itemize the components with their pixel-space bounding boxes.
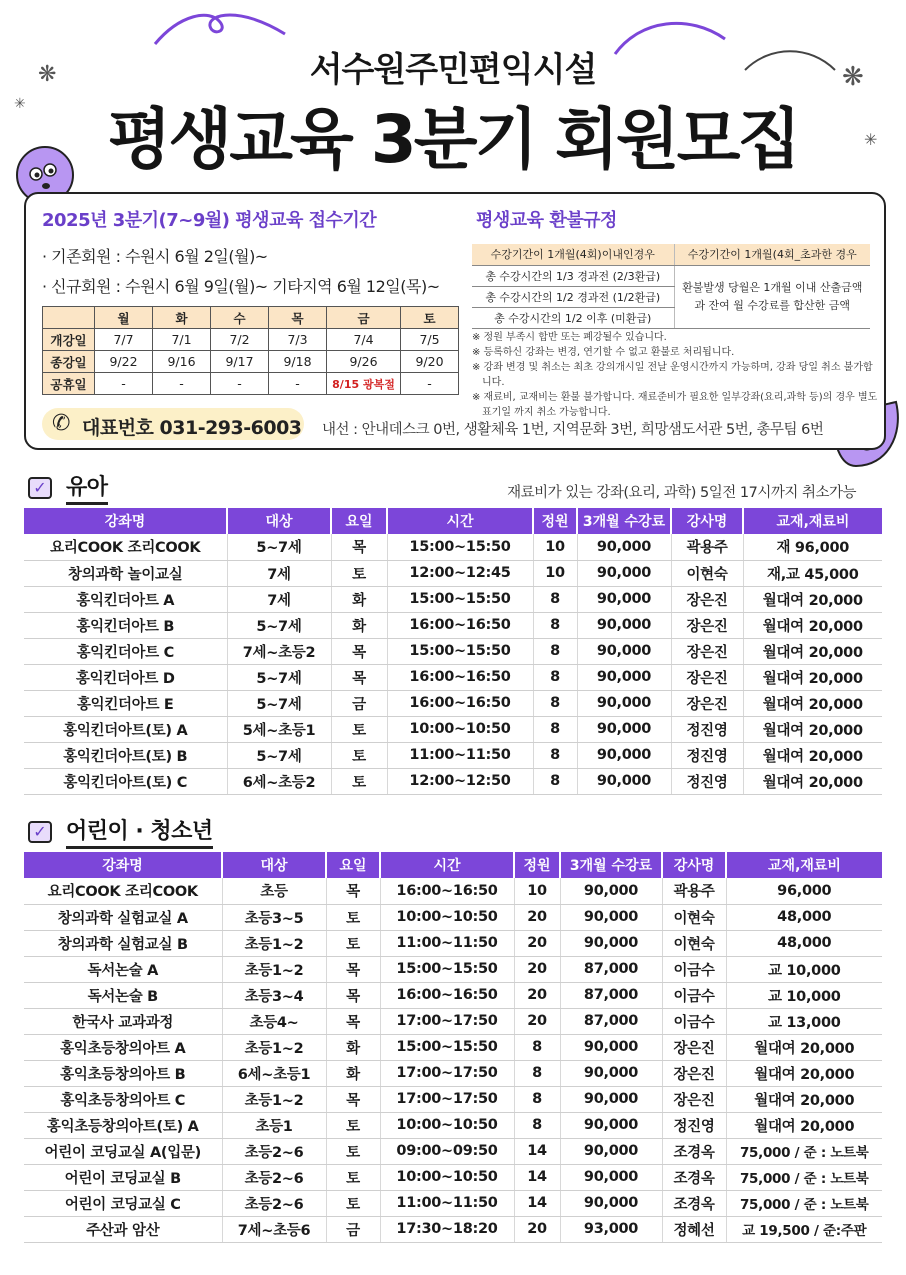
col-target: 6세~초등1 — [222, 1060, 326, 1086]
header-col-target: 대상 — [227, 508, 331, 534]
col-instructor: 장은진 — [671, 664, 743, 690]
schedule-cell: 7/3 — [269, 329, 327, 351]
col-course-name: 홍익킨더아트 A — [24, 586, 227, 612]
col-fee: 90,000 — [577, 716, 671, 742]
col-capacity: 20 — [514, 930, 560, 956]
col-materials: 48,000 — [726, 904, 882, 930]
col-day: 목 — [331, 638, 387, 664]
schedule-corner — [43, 307, 95, 329]
col-course-name: 요리COOK 조리COOK — [24, 534, 227, 560]
col-capacity: 8 — [533, 690, 577, 716]
col-time: 10:00~10:50 — [380, 904, 514, 930]
col-instructor: 장은진 — [671, 690, 743, 716]
col-capacity: 8 — [514, 1034, 560, 1060]
col-materials: 교 13,000 — [726, 1008, 882, 1034]
col-target: 5~7세 — [227, 742, 331, 768]
organization-name: 서수원주민편익시설 — [309, 50, 597, 90]
refund-rule: 총 수강시간의 1/2 이후 (미환급) — [472, 307, 674, 328]
header-col-target: 대상 — [222, 852, 326, 878]
header-col-capacity: 정원 — [514, 852, 560, 878]
col-time: 15:00~15:50 — [380, 956, 514, 982]
schedule-cell: 7/1 — [153, 329, 211, 351]
schedule-row-label: 종강일 — [43, 351, 95, 373]
col-capacity: 8 — [533, 586, 577, 612]
youth-course-table — [24, 852, 882, 1243]
schedule-day: 수 — [211, 307, 269, 329]
schedule-cell: 9/16 — [153, 351, 211, 373]
col-target: 7세~초등6 — [222, 1216, 326, 1242]
schedule-cell: 7/5 — [401, 329, 459, 351]
col-capacity: 8 — [533, 742, 577, 768]
col-materials: 월대여 20,000 — [743, 612, 882, 638]
infant-course-table — [24, 508, 882, 795]
col-course-name: 어린이 코딩교실 B — [24, 1164, 222, 1190]
col-course-name: 어린이 코딩교실 C — [24, 1190, 222, 1216]
table-row — [24, 1086, 882, 1112]
col-fee: 90,000 — [577, 742, 671, 768]
table-row — [24, 664, 882, 690]
col-time: 11:00~11:50 — [380, 930, 514, 956]
col-capacity: 10 — [514, 878, 560, 904]
table-row — [24, 768, 882, 794]
col-capacity: 20 — [514, 982, 560, 1008]
col-fee: 87,000 — [560, 956, 662, 982]
header-col-capacity: 정원 — [533, 508, 577, 534]
registration-period-title: 2025년 3분기(7~9월) 평생교육 접수기간 — [42, 210, 377, 231]
col-capacity: 20 — [514, 904, 560, 930]
col-instructor: 곽용주 — [671, 534, 743, 560]
col-instructor: 장은진 — [671, 612, 743, 638]
col-day: 화 — [326, 1034, 380, 1060]
col-day: 토 — [326, 1138, 380, 1164]
col-capacity: 8 — [514, 1086, 560, 1112]
extension-numbers: 내선 : 안내데스크 0번, 생활체육 1번, 지역문화 3번, 희망샘도서관 5번, 총무팀 6번 — [322, 422, 824, 438]
col-fee: 87,000 — [560, 982, 662, 1008]
new-member-date: · 신규회원 : 수원시 6월 9일(월)~ 기타지역 6월 12일(목)~ — [42, 277, 440, 296]
checkbox-icon: ✓ — [28, 821, 52, 843]
col-instructor: 장은진 — [662, 1034, 726, 1060]
col-day: 목 — [326, 982, 380, 1008]
col-target: 초등4~ — [222, 1008, 326, 1034]
col-instructor: 정진영 — [671, 716, 743, 742]
col-fee: 90,000 — [560, 1060, 662, 1086]
col-capacity: 8 — [514, 1112, 560, 1138]
col-time: 16:00~16:50 — [387, 664, 533, 690]
col-time: 11:00~11:50 — [380, 1190, 514, 1216]
col-materials: 교 10,000 — [726, 956, 882, 982]
col-fee: 90,000 — [560, 904, 662, 930]
table-row — [24, 1216, 882, 1242]
col-target: 초등3~5 — [222, 904, 326, 930]
col-capacity: 8 — [533, 638, 577, 664]
col-target: 초등1~2 — [222, 930, 326, 956]
refund-policy-title: 평생교육 환불규정 — [476, 210, 617, 231]
section-title-infant: 유아 — [66, 470, 108, 505]
col-course-name: 한국사 교과과정 — [24, 1008, 222, 1034]
col-instructor: 이현숙 — [662, 904, 726, 930]
col-day: 화 — [331, 586, 387, 612]
col-instructor: 장은진 — [662, 1086, 726, 1112]
col-materials: 75,000 / 준 : 노트북 — [726, 1138, 882, 1164]
schedule-day: 월 — [95, 307, 153, 329]
col-materials: 월대여 20,000 — [743, 716, 882, 742]
col-capacity: 8 — [514, 1060, 560, 1086]
sparkle-icon: ✳ — [14, 96, 26, 112]
col-day: 목 — [326, 1086, 380, 1112]
col-instructor: 이금수 — [662, 956, 726, 982]
phone-icon: ✆ — [52, 411, 71, 436]
col-fee: 90,000 — [577, 638, 671, 664]
col-day: 토 — [326, 1190, 380, 1216]
col-fee: 90,000 — [577, 560, 671, 586]
col-target: 7세 — [227, 586, 331, 612]
col-time: 16:00~16:50 — [387, 690, 533, 716]
col-time: 10:00~10:50 — [380, 1164, 514, 1190]
col-course-name: 독서논술 B — [24, 982, 222, 1008]
schedule-row-label: 개강일 — [43, 329, 95, 351]
col-course-name: 요리COOK 조리COOK — [24, 878, 222, 904]
col-materials: 재,교 45,000 — [743, 560, 882, 586]
col-materials: 월대여 20,000 — [743, 664, 882, 690]
header-col-day: 요일 — [331, 508, 387, 534]
col-fee: 90,000 — [577, 534, 671, 560]
col-time: 16:00~16:50 — [387, 612, 533, 638]
table-row — [24, 716, 882, 742]
refund-header-long: 수강기간이 1개월(4회_초과한 경우 — [674, 244, 870, 265]
table-row — [24, 742, 882, 768]
col-target: 7세~초등2 — [227, 638, 331, 664]
col-fee: 90,000 — [577, 768, 671, 794]
sparkle-icon: ❋ — [38, 62, 57, 87]
col-capacity: 10 — [533, 560, 577, 586]
col-capacity: 20 — [514, 1216, 560, 1242]
col-time: 10:00~10:50 — [387, 716, 533, 742]
col-instructor: 장은진 — [671, 586, 743, 612]
section-header-youth — [28, 814, 213, 849]
col-course-name: 창의과학 실험교실 A — [24, 904, 222, 930]
header-col-materials: 교재,재료비 — [743, 508, 882, 534]
col-day: 화 — [331, 612, 387, 638]
refund-rule-long: 환불발생 당월은 1개월 이내 산출금액과 잔여 월 수강료를 합산한 금액 — [674, 265, 870, 328]
col-time: 11:00~11:50 — [387, 742, 533, 768]
schedule-row-label: 공휴일 — [43, 373, 95, 395]
col-fee: 90,000 — [560, 878, 662, 904]
col-fee: 90,000 — [560, 1190, 662, 1216]
col-course-name: 홍익킨더아트 B — [24, 612, 227, 638]
header-col-instructor: 강사명 — [662, 852, 726, 878]
table-row — [24, 1138, 882, 1164]
header-col-time: 시간 — [387, 508, 533, 534]
header-col-fee: 3개월 수강료 — [560, 852, 662, 878]
col-materials: 월대여 20,000 — [726, 1060, 882, 1086]
col-materials: 48,000 — [726, 930, 882, 956]
col-course-name: 홍익킨더아트 E — [24, 690, 227, 716]
col-fee: 90,000 — [577, 586, 671, 612]
col-target: 7세 — [227, 560, 331, 586]
col-target: 초등3~4 — [222, 982, 326, 1008]
col-course-name: 홍익킨더아트(토) A — [24, 716, 227, 742]
table-row — [24, 1190, 882, 1216]
col-day: 토 — [326, 1164, 380, 1190]
col-day: 화 — [326, 1060, 380, 1086]
col-capacity: 20 — [514, 956, 560, 982]
col-fee: 90,000 — [560, 1138, 662, 1164]
table-row — [24, 956, 882, 982]
col-course-name: 창의과학 실험교실 B — [24, 930, 222, 956]
schedule-cell: 7/2 — [211, 329, 269, 351]
col-capacity: 8 — [533, 664, 577, 690]
table-row — [24, 534, 882, 560]
table-row — [24, 638, 882, 664]
schedule-day: 금 — [327, 307, 401, 329]
header-col-day: 요일 — [326, 852, 380, 878]
schedule-cell: 7/4 — [327, 329, 401, 351]
col-instructor: 조경옥 — [662, 1138, 726, 1164]
col-target: 초등1~2 — [222, 956, 326, 982]
col-target: 5~7세 — [227, 612, 331, 638]
col-day: 목 — [326, 878, 380, 904]
col-target: 초등 — [222, 878, 326, 904]
col-fee: 90,000 — [577, 664, 671, 690]
col-instructor: 이현숙 — [671, 560, 743, 586]
sparkle-icon: ✳ — [864, 130, 878, 149]
col-instructor: 이현숙 — [662, 930, 726, 956]
col-instructor: 정진영 — [671, 768, 743, 794]
col-instructor: 이금수 — [662, 1008, 726, 1034]
table-row — [24, 982, 882, 1008]
cancellation-note: 재료비가 있는 강좌(요리, 과학) 5일전 17시까지 취소가능 — [507, 485, 856, 501]
col-day: 토 — [331, 742, 387, 768]
schedule-cell: 7/7 — [95, 329, 153, 351]
col-materials: 월대여 20,000 — [743, 742, 882, 768]
col-materials: 월대여 20,000 — [726, 1112, 882, 1138]
col-time: 12:00~12:45 — [387, 560, 533, 586]
existing-member-date: · 기존회원 : 수원시 6월 2일(월)~ — [42, 247, 268, 266]
col-course-name: 홍익초등창의아트 C — [24, 1086, 222, 1112]
col-fee: 90,000 — [577, 612, 671, 638]
col-course-name: 창의과학 놀이교실 — [24, 560, 227, 586]
col-materials: 월대여 20,000 — [726, 1034, 882, 1060]
col-course-name: 홍익킨더아트(토) B — [24, 742, 227, 768]
col-target: 5~7세 — [227, 690, 331, 716]
table-row — [24, 1008, 882, 1034]
schedule-cell: 9/22 — [95, 351, 153, 373]
table-row — [24, 612, 882, 638]
col-fee: 90,000 — [577, 690, 671, 716]
col-target: 6세~초등2 — [227, 768, 331, 794]
col-day: 목 — [326, 1008, 380, 1034]
col-materials: 재 96,000 — [743, 534, 882, 560]
col-course-name: 독서논술 A — [24, 956, 222, 982]
col-course-name: 주산과 암산 — [24, 1216, 222, 1242]
col-capacity: 20 — [514, 1008, 560, 1034]
col-fee: 90,000 — [560, 930, 662, 956]
refund-header-short: 수강기간이 1개월(4회)이내인경우 — [472, 244, 674, 265]
col-course-name: 홍익킨더아트 D — [24, 664, 227, 690]
table-row — [24, 878, 882, 904]
table-row — [24, 1034, 882, 1060]
col-instructor: 곽용주 — [662, 878, 726, 904]
col-time: 16:00~16:50 — [380, 982, 514, 1008]
col-time: 15:00~15:50 — [387, 586, 533, 612]
col-time: 17:00~17:50 — [380, 1008, 514, 1034]
col-materials: 월대여 20,000 — [743, 638, 882, 664]
schedule-cell: - — [211, 373, 269, 395]
col-instructor: 정진영 — [671, 742, 743, 768]
refund-rule: 총 수강시간의 1/3 경과전 (2/3환급) — [472, 265, 674, 286]
col-course-name: 홍익킨더아트(토) C — [24, 768, 227, 794]
col-target: 5~7세 — [227, 534, 331, 560]
col-time: 10:00~10:50 — [380, 1112, 514, 1138]
col-time: 15:00~15:50 — [387, 638, 533, 664]
col-time: 17:00~17:50 — [380, 1060, 514, 1086]
col-target: 5세~초등1 — [227, 716, 331, 742]
table-row — [24, 904, 882, 930]
registration-info-box — [24, 192, 886, 450]
col-capacity: 14 — [514, 1164, 560, 1190]
header-col-fee: 3개월 수강료 — [577, 508, 671, 534]
col-capacity: 10 — [533, 534, 577, 560]
col-instructor: 정진영 — [662, 1112, 726, 1138]
schedule-cell: 9/17 — [211, 351, 269, 373]
table-row — [24, 690, 882, 716]
col-time: 17:30~18:20 — [380, 1216, 514, 1242]
col-day: 토 — [326, 1112, 380, 1138]
main-phone-number: 대표번호 031-293-6003 — [82, 417, 302, 439]
schedule-day: 목 — [269, 307, 327, 329]
col-time: 15:00~15:50 — [380, 1034, 514, 1060]
schedule-cell: 9/20 — [401, 351, 459, 373]
schedule-table — [42, 306, 459, 395]
table-row — [24, 586, 882, 612]
col-time: 16:00~16:50 — [380, 878, 514, 904]
col-capacity: 8 — [533, 612, 577, 638]
section-title-youth: 어린이 · 청소년 — [66, 814, 213, 849]
col-day: 목 — [331, 534, 387, 560]
schedule-cell: - — [269, 373, 327, 395]
col-time: 15:00~15:50 — [387, 534, 533, 560]
refund-rule: 총 수강시간의 1/2 경과전 (1/2환급) — [472, 286, 674, 307]
col-course-name: 홍익초등창의아트 B — [24, 1060, 222, 1086]
col-instructor: 장은진 — [662, 1060, 726, 1086]
note-item: ※ 등록하신 강좌는 변경, 연기할 수 없고 환불로 처리됩니다. — [472, 347, 735, 358]
col-capacity: 14 — [514, 1138, 560, 1164]
col-fee: 90,000 — [560, 1086, 662, 1112]
schedule-day: 화 — [153, 307, 211, 329]
col-capacity: 8 — [533, 716, 577, 742]
header-col-instructor: 강사명 — [671, 508, 743, 534]
schedule-cell: 9/26 — [327, 351, 401, 373]
refund-notes — [472, 330, 882, 420]
col-course-name: 홍익킨더아트 C — [24, 638, 227, 664]
col-target: 초등1~2 — [222, 1034, 326, 1060]
section-header-infant — [28, 470, 108, 505]
col-target: 5~7세 — [227, 664, 331, 690]
col-capacity: 8 — [533, 768, 577, 794]
note-item: ※ 정원 부족시 합반 또는 폐강될수 있습니다. — [472, 332, 667, 343]
col-materials: 교 10,000 — [726, 982, 882, 1008]
col-target: 초등2~6 — [222, 1164, 326, 1190]
col-day: 목 — [326, 956, 380, 982]
page-title: 평생교육 3분기 회원모집 — [107, 101, 799, 178]
col-time: 12:00~12:50 — [387, 768, 533, 794]
col-materials: 월대여 20,000 — [743, 690, 882, 716]
col-course-name: 홍익초등창의아트(토) A — [24, 1112, 222, 1138]
col-day: 목 — [331, 664, 387, 690]
schedule-day: 토 — [401, 307, 459, 329]
col-instructor: 장은진 — [671, 638, 743, 664]
col-time: 17:00~17:50 — [380, 1086, 514, 1112]
col-day: 토 — [326, 904, 380, 930]
col-fee: 90,000 — [560, 1112, 662, 1138]
table-row — [24, 930, 882, 956]
schedule-cell: 9/18 — [269, 351, 327, 373]
holiday-cell: 8/15 광복절 — [327, 373, 401, 395]
checkbox-icon: ✓ — [28, 477, 52, 499]
col-instructor: 조경옥 — [662, 1164, 726, 1190]
col-capacity: 14 — [514, 1190, 560, 1216]
col-fee: 90,000 — [560, 1164, 662, 1190]
col-instructor: 조경옥 — [662, 1190, 726, 1216]
table-row — [24, 560, 882, 586]
header-col-course-name: 강좌명 — [24, 852, 222, 878]
table-row — [24, 1112, 882, 1138]
table-row — [24, 1060, 882, 1086]
col-instructor: 정혜선 — [662, 1216, 726, 1242]
col-day: 토 — [326, 930, 380, 956]
col-instructor: 이금수 — [662, 982, 726, 1008]
col-materials: 월대여 20,000 — [743, 586, 882, 612]
col-day: 토 — [331, 560, 387, 586]
col-target: 초등2~6 — [222, 1138, 326, 1164]
col-day: 토 — [331, 716, 387, 742]
col-materials: 월대여 20,000 — [726, 1086, 882, 1112]
col-materials: 96,000 — [726, 878, 882, 904]
header-col-materials: 교재,재료비 — [726, 852, 882, 878]
col-materials: 75,000 / 준 : 노트북 — [726, 1164, 882, 1190]
table-row — [24, 1164, 882, 1190]
header-col-time: 시간 — [380, 852, 514, 878]
phone-pill — [42, 408, 304, 440]
header-col-course-name: 강좌명 — [24, 508, 227, 534]
schedule-cell: - — [95, 373, 153, 395]
col-target: 초등1~2 — [222, 1086, 326, 1112]
col-day: 금 — [326, 1216, 380, 1242]
col-target: 초등1 — [222, 1112, 326, 1138]
col-target: 초등2~6 — [222, 1190, 326, 1216]
col-fee: 90,000 — [560, 1034, 662, 1060]
schedule-cell: - — [401, 373, 459, 395]
col-fee: 93,000 — [560, 1216, 662, 1242]
col-day: 토 — [331, 768, 387, 794]
sparkle-icon: ❋ — [842, 62, 864, 92]
col-time: 09:00~09:50 — [380, 1138, 514, 1164]
note-item: ※ 강좌 변경 및 취소는 최초 강의개시일 전날 운영시간까지 가능하며, 강좌 당일 취소 불가합니다. — [472, 362, 873, 388]
refund-table — [472, 244, 870, 329]
note-item: ※ 재료비, 교재비는 환불 불가합니다. 재료준비가 필요한 일부강좌(요리,과학 등)의 경우 별도표기일 까지 취소 가능합니다. — [472, 392, 878, 418]
col-course-name: 어린이 코딩교실 A(입문) — [24, 1138, 222, 1164]
col-day: 금 — [331, 690, 387, 716]
schedule-cell: - — [153, 373, 211, 395]
col-materials: 월대여 20,000 — [743, 768, 882, 794]
col-materials: 75,000 / 준 : 노트북 — [726, 1190, 882, 1216]
col-fee: 87,000 — [560, 1008, 662, 1034]
col-course-name: 홍익초등창의아트 A — [24, 1034, 222, 1060]
col-materials: 교 19,500 / 준:주판 — [726, 1216, 882, 1242]
